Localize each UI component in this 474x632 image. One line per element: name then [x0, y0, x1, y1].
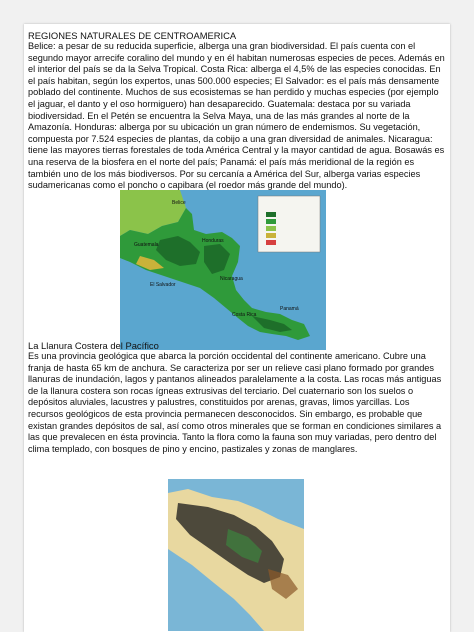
- legend-swatch: [266, 212, 276, 217]
- legend-swatch: [266, 219, 276, 224]
- legend-swatch: [266, 226, 276, 231]
- legend-swatch: [266, 233, 276, 238]
- map-label: Belice: [172, 200, 186, 206]
- map-label: El Salvador: [150, 282, 176, 288]
- section-title: REGIONES NATURALES DE CENTROAMERICA: [28, 30, 237, 41]
- section-body: Es una provincia geológica que abarca la porción occidental del continente americano. Cubre una franja de hasta 65 km de anchura. Se caracteriza por ser un relieve casi plano formado por grandes llanuras de inundación, lagos y pantanos alineados paralelamente a la costa. Las rocas más antiguas de la llanura costera son rocas ígneas extrusivas del terciario. Del cuaternario son los suelos o depósitos aluviales, lacustres y palustres, constituidos por arenas, gravas, limos yarcillas. Los recursos geológicos de esta provincia permanecen desconocidos. Sin embargo, es probable que existan grandes depósitos de sal, así como otros minerales que se forman en condiciones similares a las que prevalecen en ésta provincia. Tanto la flora como la fauna son muy variadas, pero dentro del clima templado, con bosques de pino y encino, pastizales y zonas de manglares.: [28, 351, 442, 454]
- pacific-coast-map: [168, 479, 304, 631]
- map-label: Guatemala: [134, 242, 159, 248]
- map-label: Panamá: [280, 306, 299, 312]
- legend-swatch: [266, 240, 276, 245]
- document-page: [24, 24, 450, 632]
- map-label: Costa Rica: [232, 312, 257, 318]
- central-america-map: [120, 190, 326, 350]
- section-title: La Llanura Costera del Pacífico: [28, 340, 159, 351]
- section-body: Belice: a pesar de su reducida superficie, alberga una gran biodiversidad. El país cuenta con el segundo mayor arrecife coralino del mundo y en él habitan numerosas especies de peces. Además en el interior del país se da la Selva Tropical. Costa Rica: alberga el 4,5% de las especies conocidas. En el país habitan, según los expertos, unas 500.000 especies; El Salvador: es el país más densamente poblado del continente. Muchos de sus ecosistemas se han perdido y muchas especies (por ejemplo el jaguar, el danto y el oso hormiguero) han desaparecido. Guatemala: destaca por su variada biodiversidad. En el Petén se encuentra la Selva Maya, una de las más grandes al norte de la Amazonía. Honduras: alberga por su ubicación un gran número de endemismos. Su vegetación, compuesta por 7.524 especies de plantas, da cobijo a una gran diversidad de animales. Nicaragua: tiene las mayores tierras forestales de toda América Central y la mayor cantidad de agua. Bosawás es una reserva de la biosfera en el norte del país; Panamá: el país más meridional de la región es también uno de los más biodiversos. Por su cercanía a América del Sur, alberga varias especies sudamericanas como el poncho o capibara (el roedor más grande del mundo).: [28, 41, 445, 191]
- map-label: Nicaragua: [220, 276, 243, 282]
- map-label: Honduras: [202, 238, 224, 244]
